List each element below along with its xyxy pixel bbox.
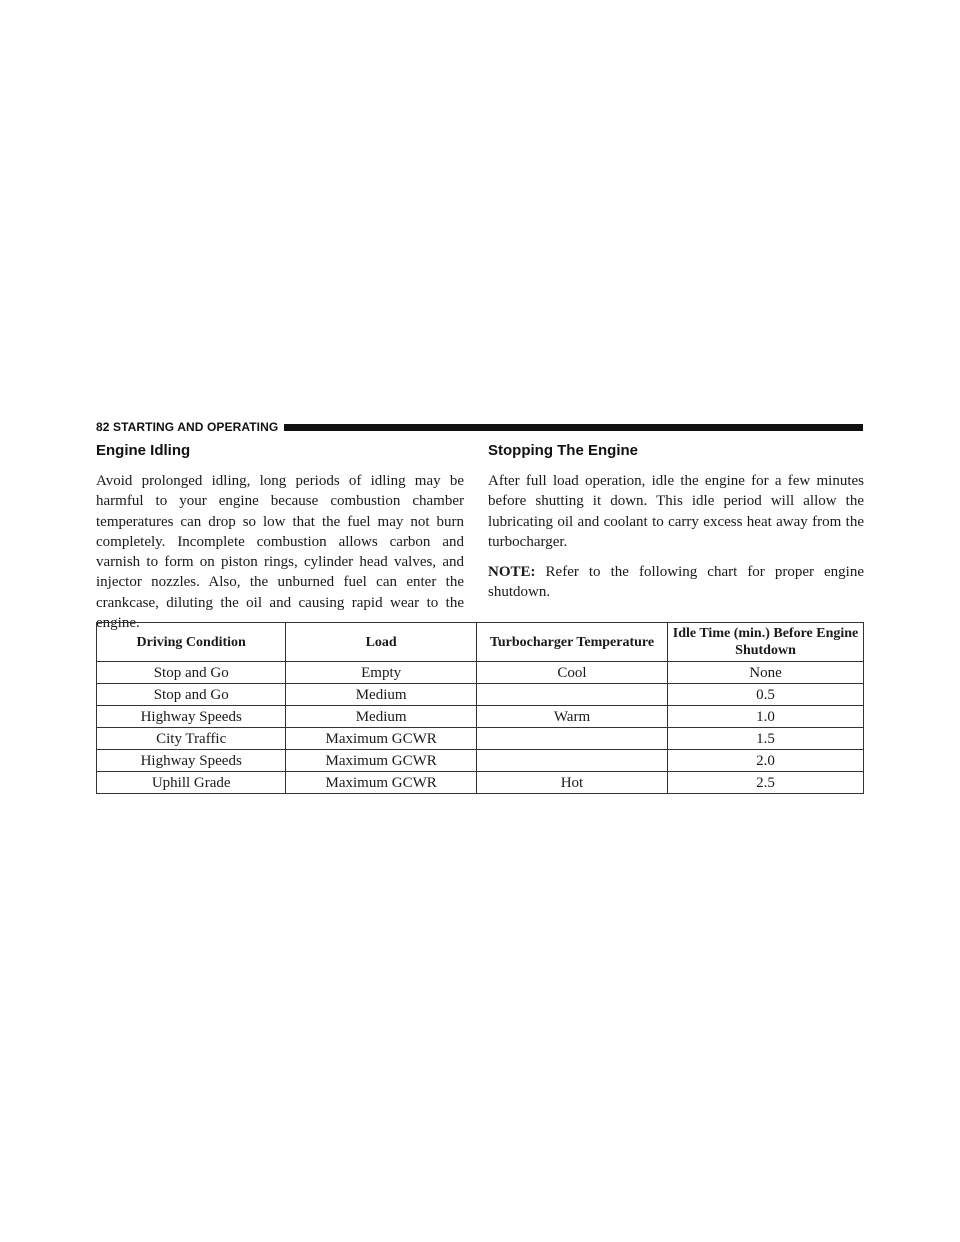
cell-idle-time: 1.0 — [668, 706, 864, 728]
engine-idling-paragraph: Avoid prolonged idling, long periods of idling may be harmful to your engine because combustion chamber temperatures can drop so low that the fuel may not burn completely. Incomplete combustion allows carbon and varnish to form on piston rings, cylinder head valves, and injector nozzles. Also, the unburned fuel can enter the crankcase, diluting the oil and causing rapid wear to the engine. — [96, 473, 464, 632]
header-turbo-temperature: Turbocharger Temperature — [476, 623, 667, 662]
cell-driving-condition: Highway Speeds — [97, 750, 286, 772]
cell-load: Maximum GCWR — [286, 728, 477, 750]
engine-idling-section — [96, 441, 464, 643]
cell-turbo-temperature — [476, 728, 667, 750]
cell-turbo-temperature: Hot — [476, 772, 667, 794]
cell-idle-time: 1.5 — [668, 728, 864, 750]
table-row — [97, 750, 864, 772]
stopping-engine-section — [488, 441, 864, 613]
note-paragraph — [488, 562, 864, 603]
cell-turbo-temperature: Warm — [476, 706, 667, 728]
table-row — [97, 772, 864, 794]
cell-load: Empty — [286, 662, 477, 684]
cell-load: Medium — [286, 706, 477, 728]
cell-turbo-temperature — [476, 750, 667, 772]
cell-load: Medium — [286, 684, 477, 706]
cell-idle-time: 2.0 — [668, 750, 864, 772]
page-header — [96, 419, 863, 435]
cell-load: Maximum GCWR — [286, 750, 477, 772]
table-row — [97, 684, 864, 706]
page-number-section: 82 STARTING AND OPERATING — [96, 420, 279, 434]
cell-driving-condition: Stop and Go — [97, 662, 286, 684]
cell-load: Maximum GCWR — [286, 772, 477, 794]
table-row — [97, 662, 864, 684]
table-row — [97, 728, 864, 750]
cell-turbo-temperature — [476, 684, 667, 706]
engine-idling-heading: Engine Idling — [96, 442, 191, 459]
stopping-engine-paragraph: After full load operation, idle the engine for a few minutes before shutting it down. This idle period will allow the lubricating oil and coolant to carry excess heat away from the turbocharger. — [488, 473, 864, 550]
stopping-engine-heading: Stopping The Engine — [488, 442, 638, 459]
header-driving-condition: Driving Condition — [97, 623, 286, 662]
cell-driving-condition: Stop and Go — [97, 684, 286, 706]
header-rule — [284, 424, 863, 431]
cell-idle-time: 0.5 — [668, 684, 864, 706]
cell-driving-condition: Highway Speeds — [97, 706, 286, 728]
note-text: Refer to the following chart for proper engine shutdown. — [488, 564, 864, 601]
note-label: NOTE: — [488, 564, 536, 581]
cell-idle-time: 2.5 — [668, 772, 864, 794]
cell-driving-condition: City Traffic — [97, 728, 286, 750]
table-header-row — [97, 623, 864, 662]
idle-time-table — [96, 622, 864, 794]
cell-driving-condition: Uphill Grade — [97, 772, 286, 794]
header-load: Load — [286, 623, 477, 662]
cell-turbo-temperature: Cool — [476, 662, 667, 684]
table-row — [97, 706, 864, 728]
cell-idle-time: None — [668, 662, 864, 684]
header-idle-time: Idle Time (min.) Before Engine Shutdown — [668, 623, 864, 662]
